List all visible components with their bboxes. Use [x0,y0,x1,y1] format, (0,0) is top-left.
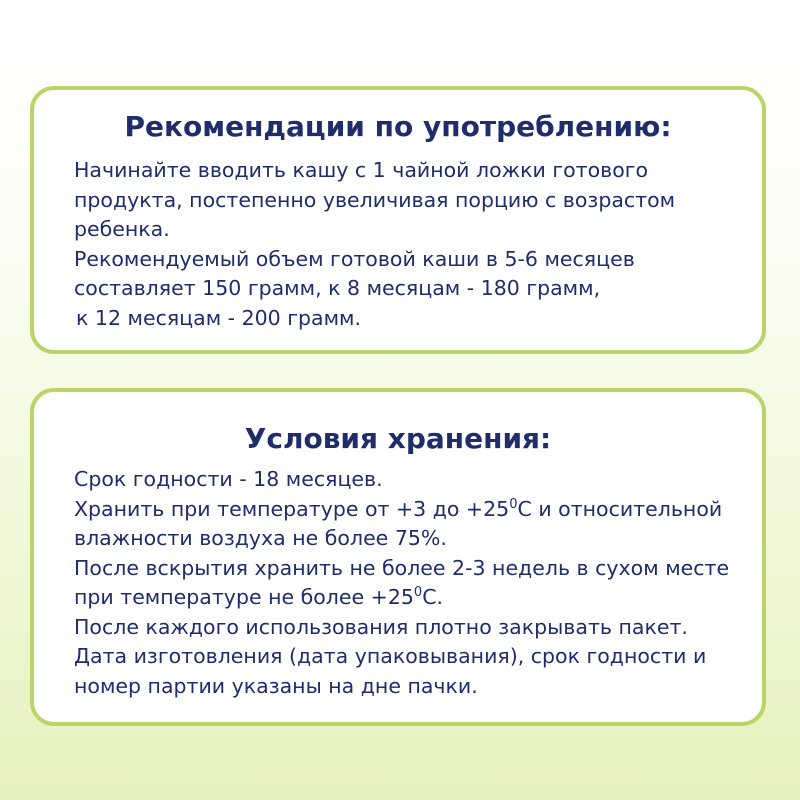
usage-line: Начинайте вводить кашу с 1 чайной ложки готового [74,158,649,182]
usage-recommendations-text [74,156,742,333]
usage-line: к 12 месяцам - 200 грамм. [76,305,362,330]
degree-superscript: 0 [413,585,423,600]
manufacture-date-line: Дата изготовления (дата упаковывания), срок годности и [74,644,707,668]
degree-superscript: 0 [509,496,518,512]
storage-conditions-card [30,388,766,726]
storage-temperature-text-end: С и относительной [517,496,723,521]
close-package-line: После каждого использования плотно закрывать пакет. [74,614,688,639]
shelf-life-line: Срок годности - 18 месяцев. [74,467,383,491]
usage-line: ребенка. [74,217,170,241]
usage-line: продукта, постепенно увеличивая порцию с возрастом [74,187,676,212]
usage-recommendations-card [30,86,766,354]
usage-line: Рекомендуемый объем готовой каши в 5-6 месяцев [74,246,635,271]
batch-number-line: номер партии указаны на дне пачки. [74,673,478,698]
after-opening-temperature-line [74,583,742,613]
storage-conditions-text [74,465,742,701]
humidity-line: влажности воздуха не более 75%. [74,526,447,550]
after-opening-temperature-text-end: С. [422,585,444,609]
usage-line: составляет 150 грамм, к 8 месяцам - 180 грамм, [74,276,601,300]
usage-recommendations-title: Рекомендации по употреблению: [124,110,672,143]
after-opening-line: После вскрытия хранить не более 2-3 недель в сухом месте [74,555,730,580]
storage-temperature-text: Хранить при температуре от +3 до +25 [74,496,510,521]
after-opening-temperature-text: при температуре не более +25 [74,585,414,609]
storage-conditions-title: Условия хранения: [244,422,552,455]
storage-temperature-line [74,495,742,525]
